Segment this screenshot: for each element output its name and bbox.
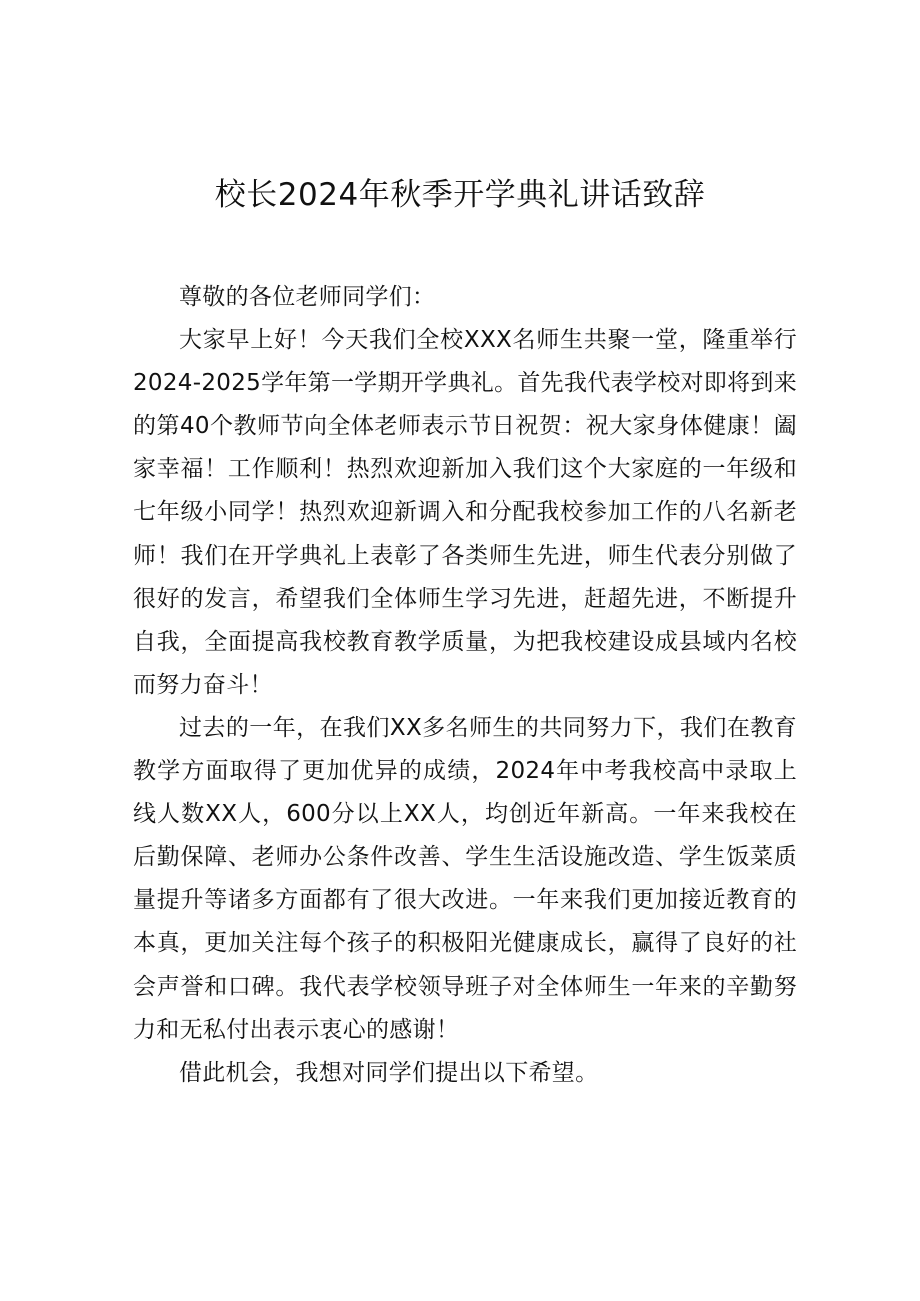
transition-paragraph: 借此机会，我想对同学们提出以下希望。 xyxy=(179,1059,599,1086)
salutation-paragraph: 尊敬的各位老师同学们： xyxy=(179,284,436,310)
review-paragraph: 过去的一年，在我们XX多名师生的共同努力下，我们在教育教学方面取得了更加优异的成绩，2024年中考我校高中录取上线人数XX人，600分以上XX人，均创近年新高。一年来我校在后勤保障、老师办公条件改善、学生生活设施改造、学生饭菜质量提升等诸多方面都有了很大改进。一年来我们更加接近教育的本真，更加关注每个孩子的积极阳光健康成长，赢得了良好的社会声誉和口碑。我代表学校领导班子对全体师生一年来的辛勤努力和无私付出表示衷心的感谢！ xyxy=(133,714,797,1043)
document-body xyxy=(133,276,797,1095)
opening-paragraph: 大家早上好！今天我们全校XXX名师生共聚一堂，隆重举行2024-2025学年第一学期开学典礼。首先我代表学校对即将到来的第40个教师节向全体老师表示节日祝贺：祝大家身体健康！阖家幸福！工作顺利！热烈欢迎新加入我们这个大家庭的一年级和七年级小同学！热烈欢迎新调入和分配我校参加工作的八名新老师！我们在开学典礼上表彰了各类师生先进，师生代表分别做了很好的发言，希望我们全体师生学习先进，赶超先进，不断提升自我，全面提高我校教育教学质量，为把我校建设成县域内名校而努力奋斗！ xyxy=(133,327,797,698)
document-title: 校长2024年秋季开学典礼讲话致辞 xyxy=(214,177,706,213)
